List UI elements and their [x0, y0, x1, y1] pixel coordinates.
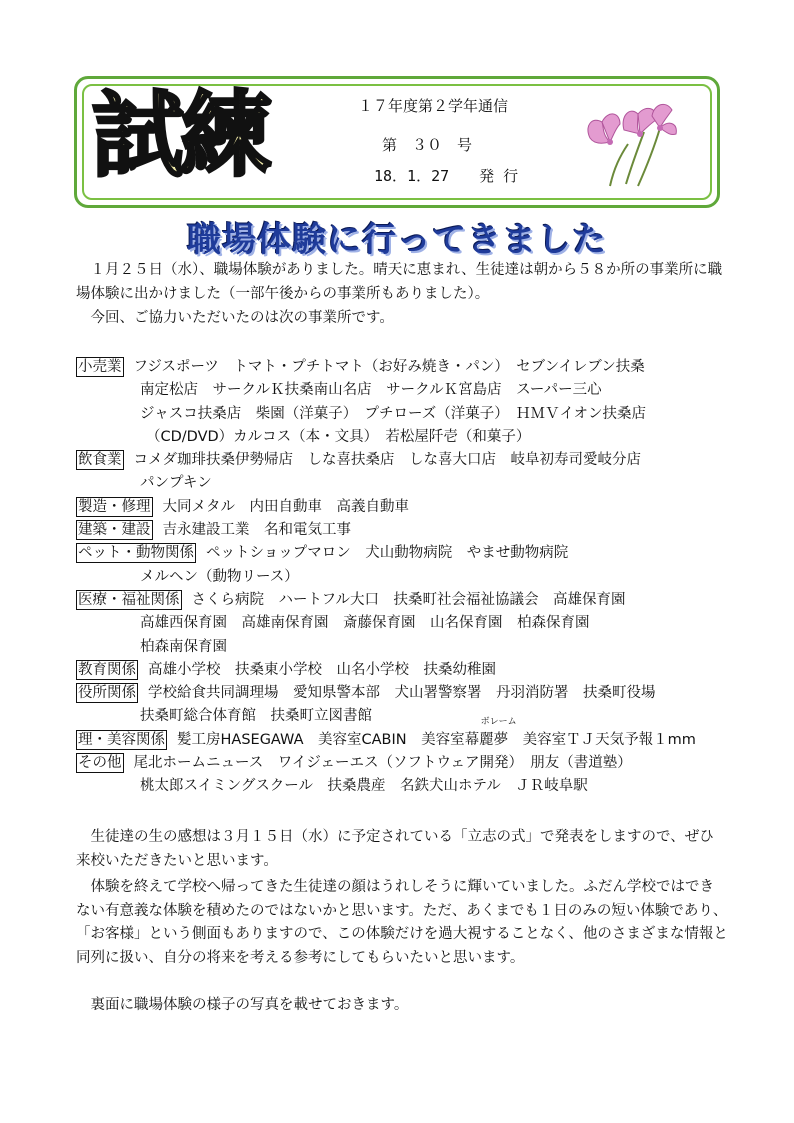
- list-item: [76, 636, 736, 659]
- business-names: さくら病院 ハートフル大口 扶桑町社会福祉協議会 高雄保育園: [191, 591, 626, 608]
- list-item: [76, 612, 736, 635]
- category-label: その他: [78, 755, 122, 772]
- list-item: [76, 705, 736, 728]
- ruby-annotated-name: [464, 716, 517, 752]
- business-names: 大同メタル 内田自動車 高義自動車: [162, 498, 409, 515]
- list-item: [76, 775, 736, 798]
- business-names: 柏森南保育園: [140, 638, 227, 655]
- list-item: [76, 379, 736, 402]
- category-label: 飲食業: [78, 452, 122, 469]
- business-names: 高雄小学校 扶桑東小学校 山名小学校 扶桑幼稚園: [148, 661, 496, 678]
- list-item: [76, 589, 736, 612]
- closing-paragraph-2: 体験を終えて学校へ帰ってきた生徒達の顔はうれしそうに輝いていました。ふだん学校ではできない有意義な体験を積めたのではないかと思います。ただ、あくまでも１日のみの短い体験であり、「お客様」という側面もありますので、この体験だけを過大視することなく、他のさまざまな情報と同列に扱い、自分の将来を考える参考にしてもらいたいと思います。: [76, 879, 728, 966]
- list-item: [76, 403, 736, 426]
- ruby-base: 幕麗夢: [464, 731, 509, 748]
- category-label: 建築・建設: [78, 522, 151, 539]
- list-item: [76, 542, 736, 565]
- category-label: 小売業: [78, 359, 122, 375]
- list-item: [76, 426, 736, 449]
- issue-number: 第 ３０ 号: [382, 136, 473, 154]
- list-item: [76, 449, 736, 472]
- issue-date: 18．1．27 発 行: [374, 167, 519, 185]
- business-list: [76, 356, 736, 799]
- business-names: フジスポーツ トマト・プチトマト（お好み焼き・パン） セブンイレブン扶桑: [133, 359, 645, 375]
- list-item: [76, 566, 736, 589]
- category-label: 教育関係: [78, 661, 136, 678]
- category-label: ペット・動物関係: [78, 545, 194, 562]
- business-names: 桃太郎スイミングスクール 扶桑農産 名鉄犬山ホテル ＪＲ岐阜駅: [140, 778, 588, 795]
- category-label: 理・美容関係: [78, 731, 165, 748]
- business-names: 学校給食共同調理場 愛知県警本部 犬山署警察署 丹羽消防署 扶桑町役場: [148, 685, 656, 702]
- closing-paragraph-1: 生徒達の生の感想は３月１５日（水）に予定されている「立志の式」で発表をしますので、ぜひ来校いただきたいと思います。: [76, 829, 714, 869]
- cyclamen-flower-icon: [580, 98, 680, 190]
- business-names: ペットショップマロン 犬山動物病院 やませ動物病院: [206, 545, 569, 562]
- ruby-reading: ボレーム: [480, 716, 517, 727]
- business-names: ジャスコ扶桑店 柴園（洋菓子） プチローズ（洋菓子） ＨＭＶイオン扶桑店: [140, 405, 647, 422]
- list-item: [76, 519, 736, 542]
- business-names: 扶桑町総合体育館 扶桑町立図書館: [140, 708, 372, 725]
- list-item: [76, 659, 736, 682]
- business-names: コメダ珈琲扶桑伊勢帰店 しな喜扶桑店 しな喜大口店 岐阜初寿司愛岐分店: [133, 452, 641, 469]
- business-names: （CD/DVD）カルコス（本・文具） 若松屋阡壱（和菓子）: [146, 428, 531, 445]
- list-item: [76, 496, 736, 519]
- intro-paragraph-2: 今回、ご協力いただいたのは次の事業所です。: [90, 310, 394, 326]
- business-names: 吉永建設工業 名和電気工事: [162, 522, 351, 539]
- intro-paragraph: １月２５日（水）、職場体験がありました。晴天に恵まれ、生徒達は朝から５８か所の事業所に職場体験に出かけました（一部午後からの事業所もありました）。: [76, 262, 723, 302]
- category-label: 医療・福祉関係: [78, 591, 180, 608]
- business-names: パンプキン: [140, 475, 212, 492]
- business-names: メルヘン（動物リース）: [140, 568, 299, 585]
- list-item: [76, 356, 736, 379]
- category-label: 役所関係: [78, 685, 136, 702]
- masthead-title: 試練: [92, 81, 269, 189]
- list-item: [76, 682, 736, 705]
- closing-paragraph-3: 裏面に職場体験の様子の写真を載せておきます。: [90, 997, 409, 1013]
- list-item: [76, 752, 736, 775]
- business-names: 美容室ＴＪ天気予報１mm: [508, 731, 696, 748]
- category-label: 製造・修理: [78, 498, 151, 515]
- business-names: 尾北ホームニュース ワイジェーエス（ソフトウェア開発） 朋友（書道塾）: [133, 755, 632, 772]
- business-names: 高雄西保育園 高雄南保育園 斎藤保育園 山名保育園 柏森保育園: [140, 615, 590, 632]
- list-item: [76, 472, 736, 495]
- business-names: 南定松店 サークルＫ扶桑南山名店 サークルＫ宮島店 スーパー三心: [140, 382, 602, 399]
- article-headline: 職場体験に行ってきました: [187, 220, 607, 260]
- newsletter-title: １７年度第２学年通信: [358, 97, 509, 115]
- business-names: 髪工房HASEGAWA 美容室CABIN 美容室: [177, 731, 465, 748]
